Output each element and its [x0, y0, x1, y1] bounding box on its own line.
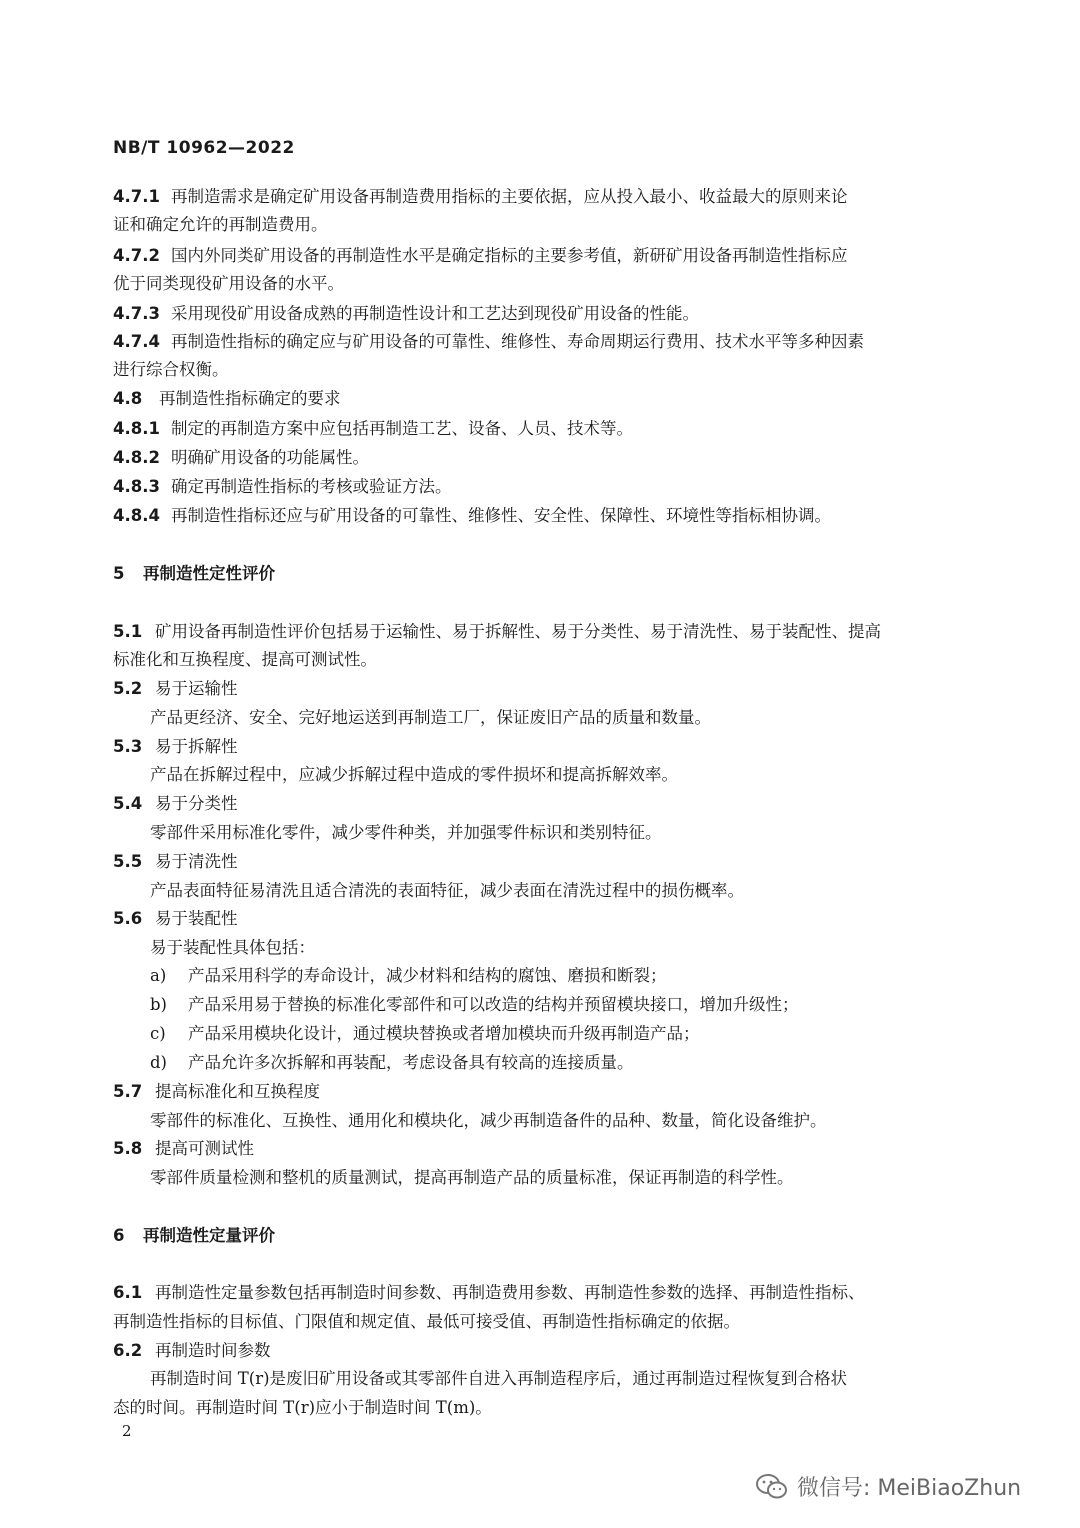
clause-6-2-body-cont: 态的时间。再制造时间 T(r)应小于制造时间 T(m)。	[113, 1398, 492, 1417]
clause-4-8-2: 4.8.2 明确矿用设备的功能属性。	[113, 448, 369, 467]
clause-4-7-2-cont: 优于同类现役矿用设备的水平。	[113, 274, 344, 293]
clause-5-2-title: 5.2 易于运输性	[113, 679, 238, 698]
section-6-heading: 6 再制造性定量评价	[113, 1226, 275, 1245]
clause-4-8-4: 4.8.4 再制造性指标还应与矿用设备的可靠性、维修性、安全性、保障性、环境性等指标相协调。	[113, 506, 831, 525]
list-item-a: a) 产品采用科学的寿命设计，减少材料和结构的腐蚀、磨损和断裂；	[150, 966, 667, 985]
watermark-text: 微信号: MeiBiaoZhun	[797, 1476, 1022, 1501]
clause-6-2-title: 6.2 再制造时间参数	[113, 1341, 271, 1360]
clause-4-7-1-cont: 证和确定允许的再制造费用。	[113, 215, 328, 234]
clause-4-8-3: 4.8.3 确定再制造性指标的考核或验证方法。	[113, 477, 452, 496]
clause-5-2-body: 产品更经济、安全、完好地运送到再制造工厂，保证废旧产品的质量和数量。	[150, 708, 711, 727]
page-number: 2	[122, 1422, 132, 1440]
clause-6-1-cont: 再制造性指标的目标值、门限值和规定值、最低可接受值、再制造性指标确定的依据。	[113, 1312, 740, 1331]
clause-5-5-title: 5.5 易于清洗性	[113, 852, 238, 871]
clause-4-8: 4.8 再制造性指标确定的要求	[113, 389, 341, 408]
clause-5-8-body: 零部件质量检测和整机的质量测试，提高再制造产品的质量标准，保证再制造的科学性。	[150, 1168, 794, 1187]
clause-4-7-3: 4.7.3 采用现役矿用设备成熟的再制造性设计和工艺达到现役矿用设备的性能。	[113, 304, 699, 323]
clause-4-7-1: 4.7.1 再制造需求是确定矿用设备再制造费用指标的主要依据，应从投入最小、收益最大的原则来论	[113, 187, 848, 206]
standard-code-header: NB/T 10962—2022	[113, 138, 295, 158]
list-item-c: c) 产品采用模块化设计，通过模块替换或者增加模块而升级再制造产品；	[150, 1024, 700, 1043]
clause-5-8-title: 5.8 提高可测试性	[113, 1139, 254, 1158]
clause-5-4-title: 5.4 易于分类性	[113, 794, 238, 813]
clause-5-3-body: 产品在拆解过程中，应减少拆解过程中造成的零件损坏和提高拆解效率。	[150, 765, 678, 784]
clause-5-4-body: 零部件采用标准化零件，减少零件种类，并加强零件标识和类别特征。	[150, 823, 662, 842]
clause-4-8-1: 4.8.1 制定的再制造方案中应包括再制造工艺、设备、人员、技术等。	[113, 419, 633, 438]
clause-4-7-4-cont: 进行综合权衡。	[113, 360, 229, 379]
clause-5-6-title: 5.6 易于装配性	[113, 909, 238, 928]
clause-5-1-cont: 标准化和互换程度、提高可测试性。	[113, 650, 377, 669]
clause-5-1: 5.1 矿用设备再制造性评价包括易于运输性、易于拆解性、易于分类性、易于清洗性、易于装配性、提高	[113, 622, 881, 641]
list-item-b: b) 产品采用易于替换的标准化零部件和可以改造的结构并预留模块接口，增加升级性；	[150, 995, 799, 1014]
clause-5-5-body: 产品表面特征易清洗且适合清洗的表面特征，减少表面在清洗过程中的损伤概率。	[150, 881, 744, 900]
clause-4-7-2: 4.7.2 国内外同类矿用设备的再制造性水平是确定指标的主要参考值，新研矿用设备再制造性指标应	[113, 246, 848, 265]
wechat-icon	[755, 1472, 789, 1502]
clause-6-2-body: 再制造时间 T(r)是废旧矿用设备或其零部件自进入再制造程序后，通过再制造过程恢复到合格状	[150, 1369, 848, 1388]
clause-5-6-body: 易于装配性具体包括：	[150, 938, 315, 957]
clause-6-1: 6.1 再制造性定量参数包括再制造时间参数、再制造费用参数、再制造性参数的选择、再制造性指标、	[113, 1283, 865, 1302]
wechat-watermark	[755, 1471, 1021, 1502]
list-item-d: d) 产品允许多次拆解和再装配，考虑设备具有较高的连接质量。	[150, 1053, 634, 1072]
clause-5-7-body: 零部件的标准化、互换性、通用化和模块化，减少再制造备件的品种、数量，简化设备维护。	[150, 1111, 827, 1130]
clause-4-7-4: 4.7.4 再制造性指标的确定应与矿用设备的可靠性、维修性、寿命周期运行费用、技术水平等多种因素	[113, 332, 864, 351]
clause-5-7-title: 5.7 提高标准化和互换程度	[113, 1082, 320, 1101]
clause-5-3-title: 5.3 易于拆解性	[113, 737, 238, 756]
section-5-heading: 5 再制造性定性评价	[113, 564, 275, 583]
